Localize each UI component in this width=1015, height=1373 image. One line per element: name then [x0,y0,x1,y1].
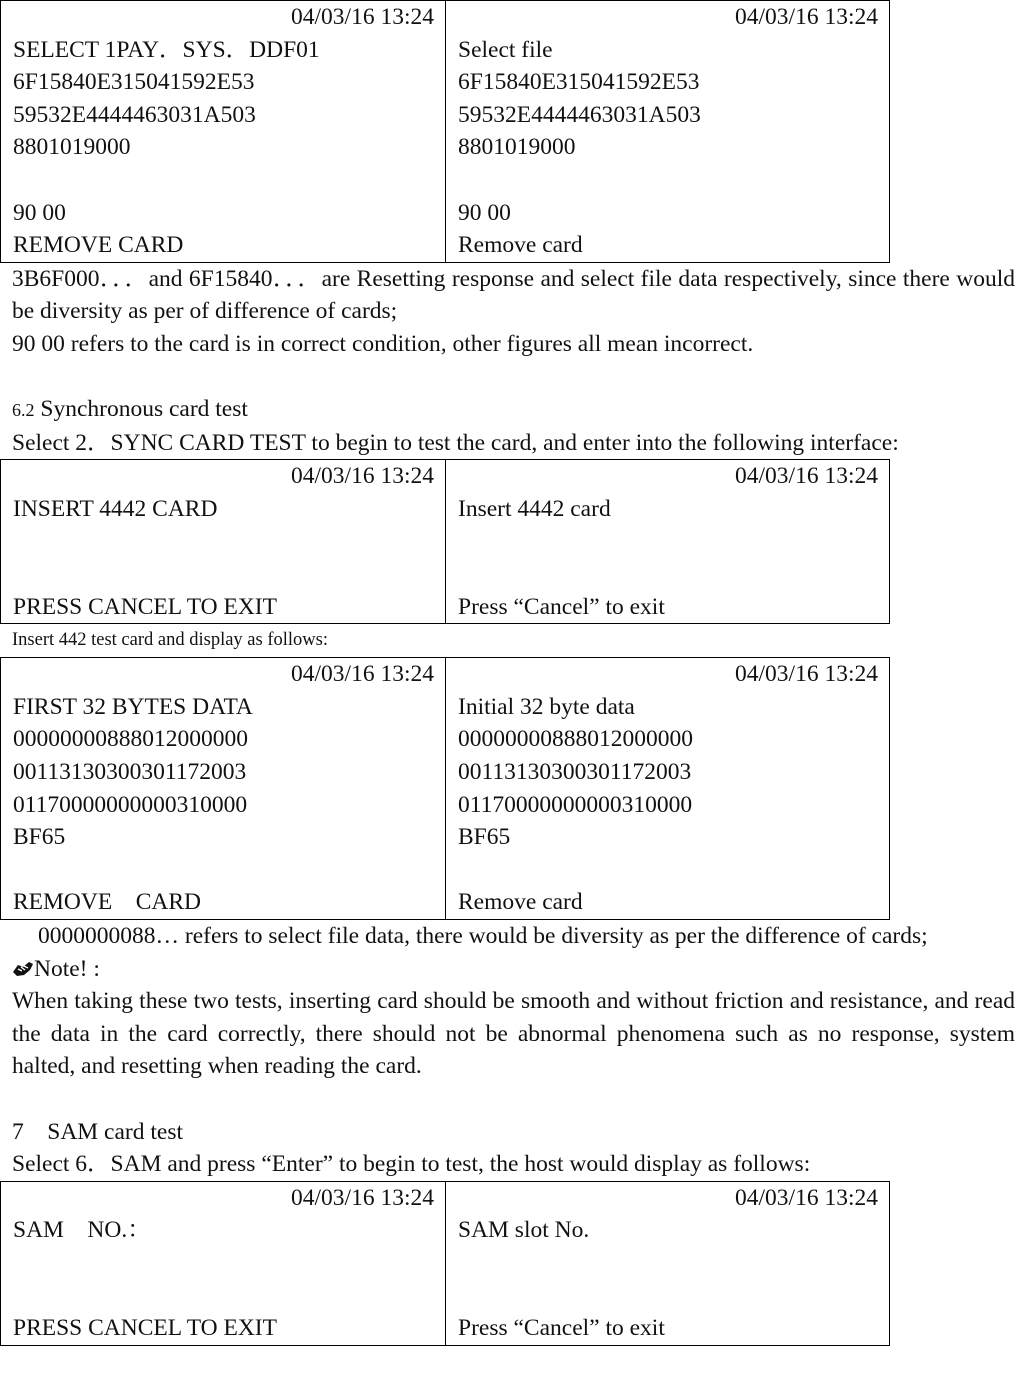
screen-line: 00000000888012000000 [13,726,248,753]
paragraph-status-code: 90 00 refers to the card is in correct condition, other figures all mean incorrect. [12,330,754,357]
screen-line: 8801019000 [13,134,131,161]
screen-line: REMOVE CARD [13,889,202,916]
paragraph-sync-intro: Select 2．SYNC CARD TEST to begin to test the card, and enter into the following interface: [12,429,899,456]
terminal-screen-english [1,658,446,920]
paragraph-sam-intro: Select 6．SAM and press “Enter” to begin to test, the host would display as follows: [12,1151,811,1178]
section-heading-6-2 [0,393,1015,427]
paragraph-reset-response: 3B6F000．．．and 6F15840．．．are Resetting response and select file data respectively, since there would be diversity as per of difference of cards; [12,265,1015,325]
screen-line [13,1247,434,1280]
screen-line: 90 00 [458,199,511,226]
screen-table-insert-4442 [0,459,890,624]
screen-line: Remove card [458,889,583,916]
note-heading [0,953,1015,986]
screen-line: Initial 32 byte data [458,693,635,720]
screen-table-sam [0,1181,890,1346]
terminal-screen-english [1,1,446,263]
screen-line: BF65 [458,824,511,851]
screen-line [13,854,434,887]
screen-line: 59532E4444463031A503 [13,101,256,128]
screen-line: 00113130300301172003 [13,759,247,786]
screen-line: 01170000000000310000 [13,791,248,818]
note-label: Note! : [34,955,100,982]
screen-table-first-32-bytes [0,657,890,920]
terminal-screen-translation [446,1,890,263]
screen-line: FIRST 32 BYTES DATA [13,693,253,720]
screen-line: INSERT 4442 CARD [13,495,218,522]
timestamp: 04/03/16 13:24 [291,661,434,688]
terminal-screen-translation [446,460,890,624]
section-heading-7: 7 SAM card test [12,1118,184,1145]
screen-line: 00000000888012000000 [458,726,693,753]
screen-line: 90 00 [13,199,66,226]
timestamp: 04/03/16 13:24 [291,463,434,490]
section-title: Synchronous card test [34,396,248,423]
screen-line [458,1247,878,1280]
section-number: 6.2 [12,400,35,421]
timestamp: 04/03/16 13:24 [735,4,878,30]
screen-line: SAM NO.： [13,1217,151,1244]
screen-line [458,164,878,197]
terminal-screen-english [1,460,446,624]
screen-line: 00113130300301172003 [458,759,692,786]
screen-line [458,558,878,591]
screen-line: BF65 [13,824,66,851]
screen-line [13,1280,434,1313]
screen-line: Select file [458,36,553,63]
screen-line: Press “Cancel” to exit [458,593,665,620]
screen-line: 01170000000000310000 [458,791,693,818]
note-hand-icon [12,955,34,973]
screen-line: Press “Cancel” to exit [458,1315,665,1342]
screen-line: 59532E4444463031A503 [458,101,701,128]
screen-line [13,558,434,591]
screen-line: SELECT 1PAY．SYS．DDF01 [13,36,320,63]
terminal-screen-english [1,1181,446,1345]
screen-line [458,854,878,887]
screen-line: Remove card [458,232,583,259]
screen-line: PRESS CANCEL TO EXIT [13,1315,277,1342]
screen-line: 6F15840E315041592E53 [13,69,255,96]
timestamp: 04/03/16 13:24 [735,661,878,688]
paragraph-select-file-data: 0000000088… refers to select file data, there would be diversity as per the difference of cards; [38,923,928,950]
screen-table-ic-card-result [0,0,890,263]
terminal-screen-translation [446,1181,890,1345]
screen-line [458,1280,878,1313]
screen-line [13,526,434,559]
terminal-screen-translation [446,658,890,920]
screen-line [458,526,878,559]
timestamp: 04/03/16 13:24 [291,4,434,30]
screen-line: SAM slot No. [458,1217,590,1244]
caption-insert-test-card: Insert 442 test card and display as follows: [12,630,328,651]
screen-line: PRESS CANCEL TO EXIT [13,593,277,620]
screen-line: 6F15840E315041592E53 [458,69,700,96]
screen-line: REMOVE CARD [13,232,184,259]
screen-line: Insert 4442 card [458,495,611,522]
screen-line [13,164,434,197]
timestamp: 04/03/16 13:24 [735,1184,878,1211]
note-text: When taking these two tests, inserting card should be smooth and without friction and resistance, and read the data in the card correctly, there should not be abnormal phenomena such as no response, system halted, and resetting when reading the card. [12,988,1015,1080]
timestamp: 04/03/16 13:24 [735,463,878,490]
timestamp: 04/03/16 13:24 [291,1184,434,1211]
screen-line: 8801019000 [458,134,576,161]
